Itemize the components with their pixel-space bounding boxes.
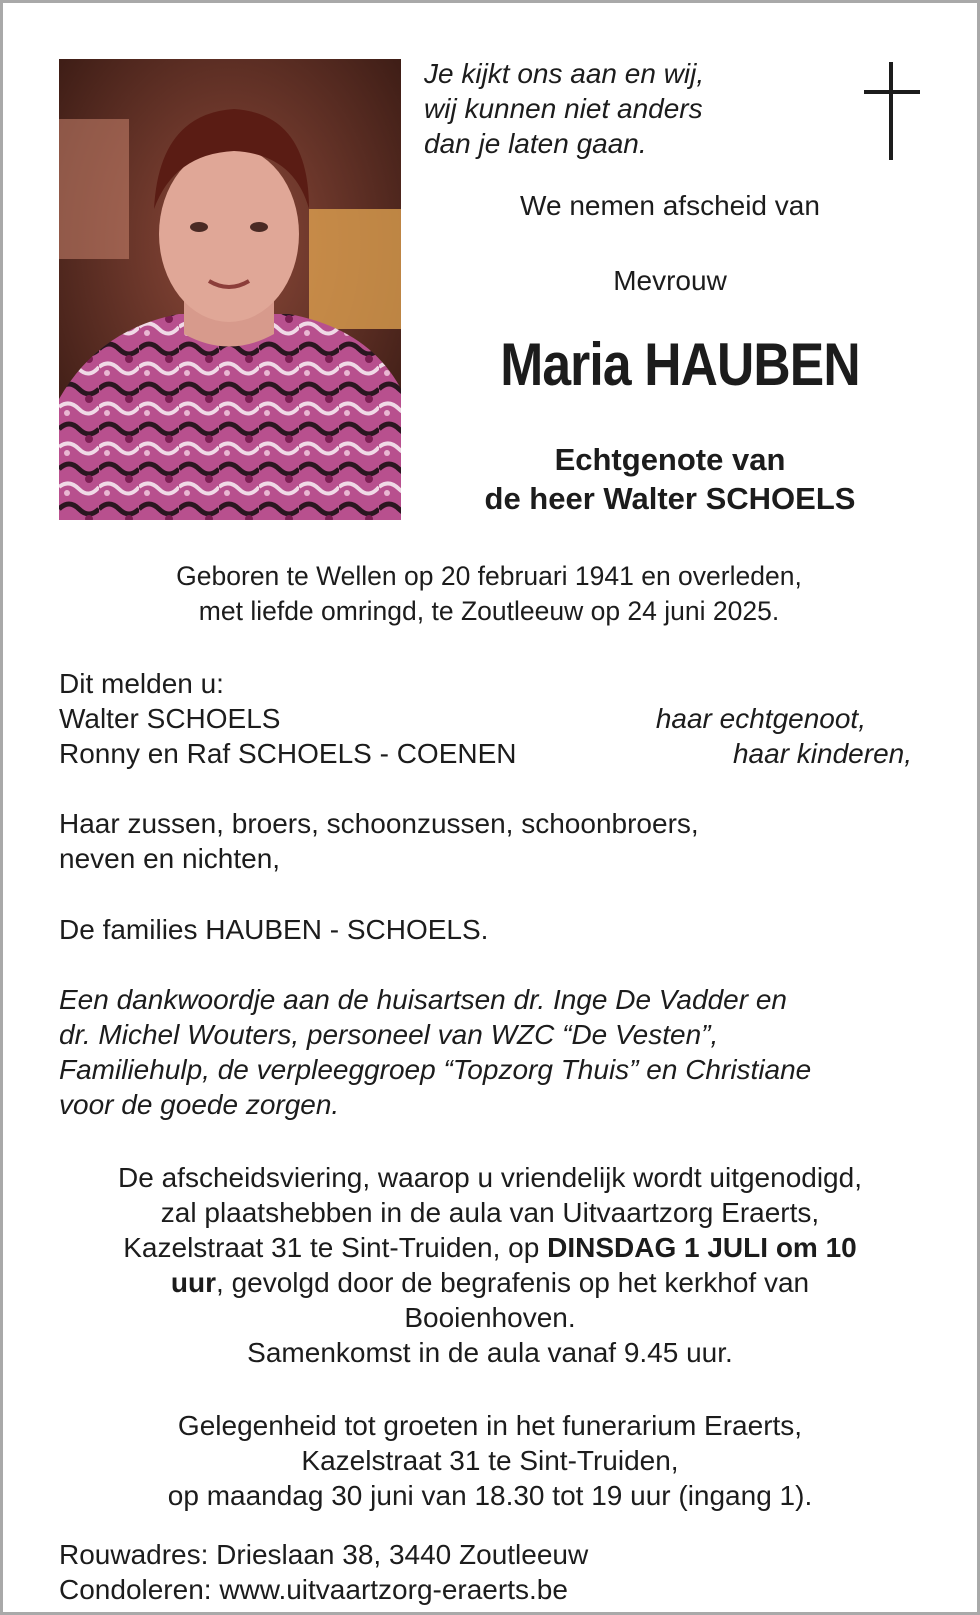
- visitation-line: Gelegenheid tot groeten in het funerarium Eraerts,: [177, 1410, 803, 1441]
- ceremony-line: [40, 1230, 940, 1265]
- ceremony-line: Booienhoven.: [404, 1302, 576, 1333]
- thanks-line: voor de goede zorgen.: [59, 1089, 340, 1120]
- portrait-photo: [59, 59, 401, 520]
- memorial-quote: [424, 56, 764, 161]
- quote-line: wij kunnen niet anders: [424, 93, 703, 124]
- siblings: [59, 806, 939, 876]
- announce-name: Walter SCHOELS: [59, 703, 281, 734]
- announce-relation: haar kinderen,: [732, 738, 912, 769]
- siblings-line: Haar zussen, broers, schoonzussen, schoonbroers,: [59, 808, 699, 839]
- announce-name: Ronny en Raf SCHOELS - COENEN: [59, 738, 517, 769]
- cross-icon: [864, 62, 920, 160]
- announce-heading: Dit melden u:: [59, 668, 224, 699]
- spouse-line: Echtgenote van: [554, 442, 786, 477]
- thanks-line: Een dankwoordje aan de huisartsen dr. Inge De Vadder en: [59, 984, 787, 1015]
- deceased-name: Maria HAUBEN: [500, 331, 860, 398]
- ceremony-text: , gevolgd door de begrafenis op het kerkhof van: [216, 1267, 810, 1298]
- ceremony-line: [40, 1265, 940, 1300]
- ceremony-info: [40, 1160, 940, 1370]
- visitation-info: [40, 1408, 940, 1513]
- spouse-line: de heer Walter SCHOELS: [484, 481, 856, 516]
- ceremony-line: De afscheidsviering, waarop u vriendelijk wordt uitgenodigd,: [118, 1162, 862, 1193]
- announce-row: [59, 736, 914, 771]
- title-text: Mevrouw: [613, 265, 727, 296]
- birth-death-line: met liefde omringd, te Zoutleeuw op 24 juni 2025.: [198, 596, 780, 626]
- ceremony-time: uur: [170, 1267, 217, 1298]
- birth-death-line: Geboren te Wellen op 20 februari 1941 en overleden,: [176, 561, 802, 591]
- ceremony-line: zal plaatshebben in de aula van Uitvaartzorg Eraerts,: [160, 1197, 820, 1228]
- visitation-line: op maandag 30 juni van 18.30 tot 19 uur (ingang 1).: [167, 1480, 813, 1511]
- siblings-line: neven en nichten,: [59, 843, 281, 874]
- condolences-link[interactable]: Condoleren: www.uitvaartzorg-eraerts.be: [59, 1574, 568, 1605]
- quote-line: dan je laten gaan.: [424, 128, 647, 159]
- birth-death: [59, 559, 919, 629]
- ceremony-date: DINSDAG 1 JULI om 10: [547, 1232, 857, 1263]
- ceremony-text: Kazelstraat 31 te Sint-Truiden, op: [123, 1232, 548, 1263]
- intro-text: We nemen afscheid van: [520, 190, 820, 221]
- thanks-line: Familiehulp, de verpleeggroep “Topzorg Thuis” en Christiane: [59, 1054, 812, 1085]
- announce-relation: haar echtgenoot,: [655, 703, 866, 734]
- ceremony-line: Samenkomst in de aula vanaf 9.45 uur.: [247, 1337, 733, 1368]
- thanks-note: [59, 982, 959, 1122]
- thanks-line: dr. Michel Wouters, personeel van WZC “De Vesten”,: [59, 1019, 719, 1050]
- announce-row: [59, 701, 914, 736]
- visitation-line: Kazelstraat 31 te Sint-Truiden,: [301, 1445, 679, 1476]
- spouse-block: [420, 440, 920, 518]
- families: De families HAUBEN - SCHOELS.: [59, 914, 489, 945]
- quote-line: Je kijkt ons aan en wij,: [424, 58, 705, 89]
- mourning-address: Rouwadres: Drieslaan 38, 3440 Zoutleeuw: [59, 1539, 589, 1570]
